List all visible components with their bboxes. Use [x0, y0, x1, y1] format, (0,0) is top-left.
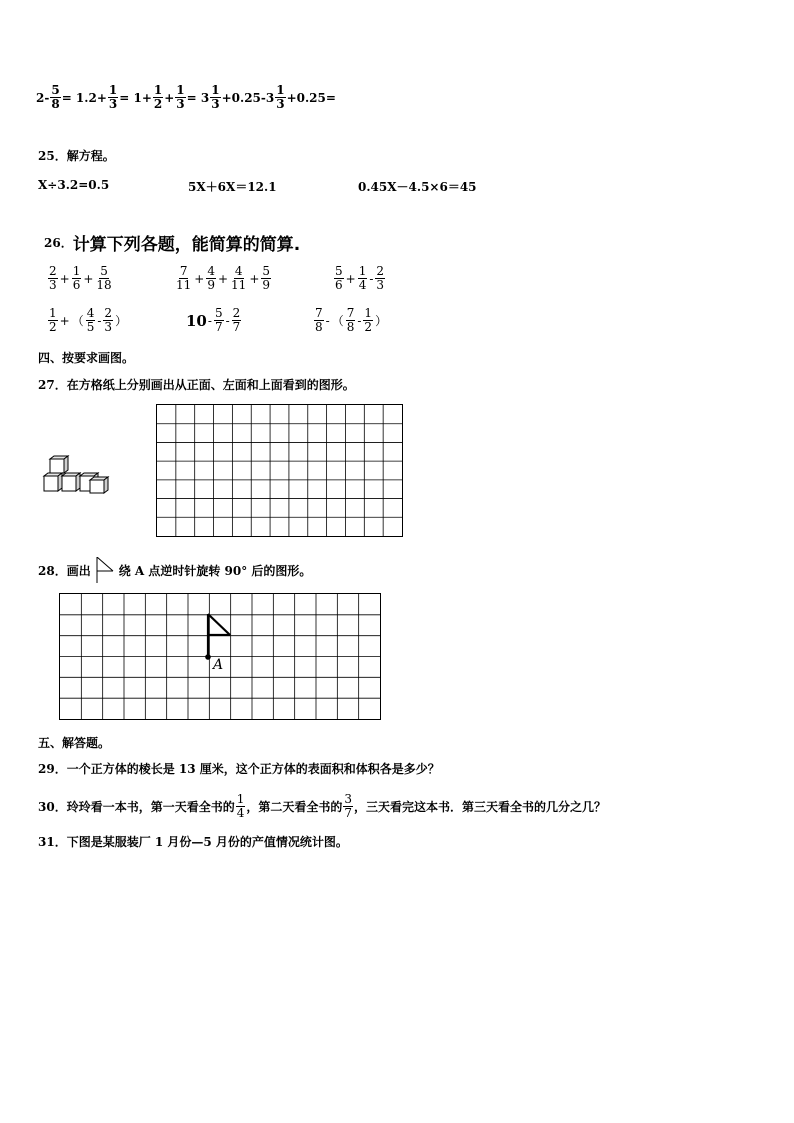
point-a-label: A	[213, 657, 224, 673]
flag-icon	[93, 557, 117, 583]
q30-fraction-2: $\frac{3}{7}$	[344, 792, 352, 820]
q24-text: = 1+	[119, 90, 152, 105]
q29-text: 29．一个正方体的棱长是 13 厘米，这个正方体的表面积和体积各是多少？	[38, 762, 440, 776]
q28-prefix: 28．画出	[38, 563, 91, 578]
q24-fraction: $\frac{5}{8}$	[51, 83, 60, 111]
q24-fraction: $\frac{1}{3}$	[176, 83, 185, 111]
q26-number: 26．	[44, 236, 73, 250]
section-5-heading: 五、解答题。	[38, 736, 111, 750]
q26-expr-5: 10 - $\frac{5}{7}$ - $\frac{2}{7}$	[186, 306, 241, 334]
q26-expr-3: $\frac{5}{6}$ + $\frac{1}{4}$ - $\frac{2}{3}$	[335, 264, 385, 292]
q25-title: 25．解方程。	[38, 149, 115, 163]
q27-grid-paper[interactable]	[156, 404, 403, 537]
q24-fraction: $\frac{1}{3}$	[211, 83, 220, 111]
q24-text: +0.25=	[286, 90, 336, 105]
q24-text: = 1.2+	[61, 90, 107, 105]
section-4-heading: 四、按要求画图。	[38, 351, 135, 365]
q26-heading	[44, 230, 300, 255]
q24-op: -	[44, 90, 50, 105]
q27-text: 27．在方格纸上分别画出从正面、左面和上面看到的图形。	[38, 378, 355, 392]
q25-equation-2: 5X＋6X＝12.1	[188, 180, 277, 194]
q24-expressions	[36, 84, 336, 111]
q26-title: 计算下列各题，能简算的简算.	[72, 235, 301, 255]
q31-text: 31．下图是某服装厂 1 月份—5 月份的产值情况统计图。	[38, 835, 348, 849]
q24-text: +0.25-3	[221, 90, 275, 105]
q26-expr-2: $\frac{7}{11}$ + $\frac{4}{9}$ + $\frac{4}{11}$ + $\frac{5}{9}$	[176, 264, 271, 292]
q26-expr-6: $\frac{7}{8}$ - （ $\frac{7}{8}$ - $\frac{1}{2}$ ）	[315, 306, 388, 334]
q24-text: = 3	[186, 90, 210, 105]
q24-op: +	[164, 90, 175, 105]
q25-equation-1: X÷3.2=0.5	[38, 178, 110, 192]
q24-int: 2	[36, 90, 45, 105]
q24-fraction: $\frac{1}{2}$	[153, 83, 163, 111]
q28-text	[38, 557, 311, 583]
q28-suffix: 绕 A 点逆时针旋转 90° 后的图形。	[118, 563, 312, 578]
q24-fraction: $\frac{1}{3}$	[108, 83, 118, 111]
q24-fraction: $\frac{1}{3}$	[276, 83, 285, 111]
q26-expr-1: $\frac{2}{3}$ + $\frac{1}{6}$ + $\frac{5}{18}$	[49, 264, 112, 292]
q30-fraction-1: $\frac{1}{4}$	[236, 792, 245, 820]
q26-expr-4: $\frac{1}{2}$ + （ $\frac{4}{5}$ - $\frac{2}{3}$ ）	[49, 306, 128, 334]
cubes-figure-icon	[42, 455, 122, 495]
q30-text: 30．玲玲看一本书，第一天看全书的 $\frac{1}{4}$ ，第二天看全书的 $\frac{3}{7}$ ，三天看完这本书．第三天看全书的几分之几？	[38, 792, 607, 820]
q25-equation-3: 0.45X－4.5×6＝45	[358, 180, 477, 194]
